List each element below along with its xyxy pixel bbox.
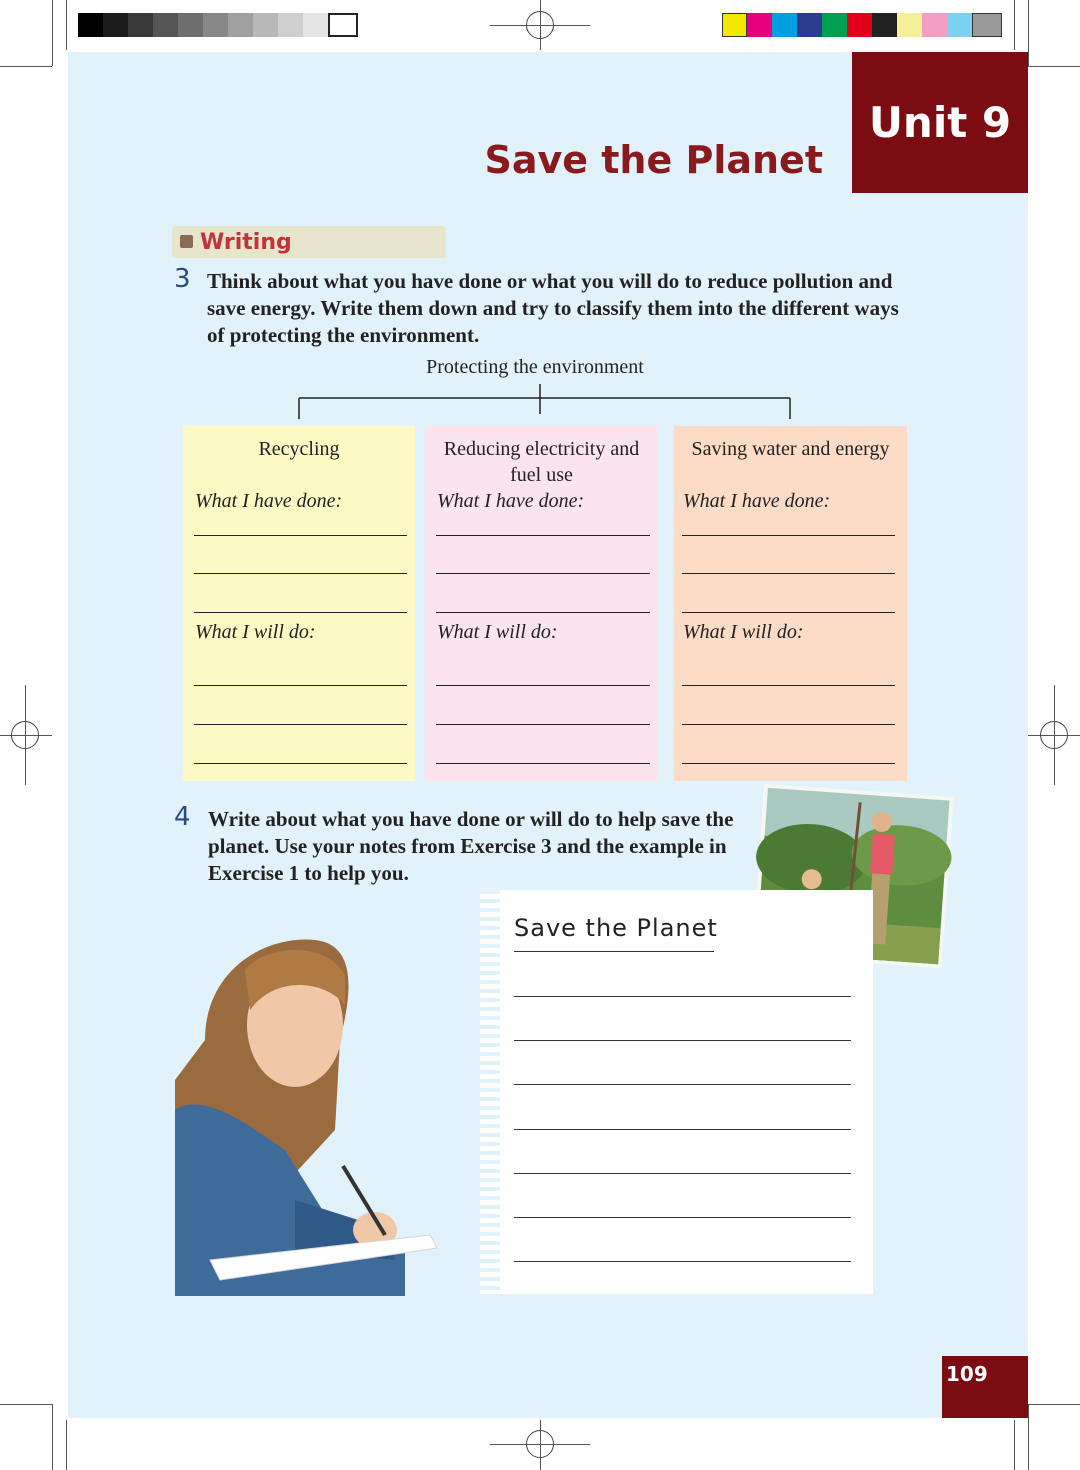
answer-line[interactable]: [436, 685, 650, 686]
notepad-line[interactable]: [514, 1261, 851, 1262]
will-label: What I will do:: [683, 621, 804, 643]
answer-line[interactable]: [436, 763, 650, 764]
tree-title: Protecting the environment: [426, 356, 644, 378]
answer-line[interactable]: [682, 724, 895, 725]
answer-line[interactable]: [682, 612, 895, 613]
notepad-line[interactable]: [514, 996, 851, 997]
will-label: What I will do:: [437, 621, 558, 643]
page-number: 109: [946, 1362, 988, 1386]
answer-line[interactable]: [682, 573, 895, 574]
answer-line[interactable]: [682, 685, 895, 686]
column-title: Reducing electricity and fuel use: [443, 438, 640, 486]
answer-line[interactable]: [194, 612, 407, 613]
exercise-3-instructions: [207, 268, 937, 349]
done-label: What I have done:: [437, 490, 585, 512]
answer-line[interactable]: [436, 573, 650, 574]
instruction-line: Write about what you have done or will do to help save the: [208, 807, 734, 831]
answer-line[interactable]: [194, 685, 407, 686]
answer-line[interactable]: [194, 724, 407, 725]
answer-line[interactable]: [194, 763, 407, 764]
answer-line[interactable]: [436, 612, 650, 613]
tree-connector: [290, 384, 800, 424]
notepad-title-underline: [514, 951, 714, 952]
notepad-title: Save the Planet: [514, 914, 718, 942]
done-label: What I have done:: [195, 490, 343, 512]
column-saving-water: [674, 426, 907, 781]
notepad-line[interactable]: [514, 1173, 851, 1174]
column-title: Recycling: [258, 438, 340, 460]
instruction-line: save energy. Write them down and try to classify them into the different ways: [207, 296, 899, 320]
exercise-4-instructions: [208, 806, 753, 887]
answer-line[interactable]: [194, 535, 407, 536]
answer-line[interactable]: [682, 535, 895, 536]
instruction-line: Exercise 1 to help you.: [208, 861, 409, 885]
column-reducing-electricity: [425, 426, 658, 781]
page-title: Save the Planet: [484, 138, 823, 182]
girl-writing-photo: [175, 930, 440, 1296]
answer-line[interactable]: [436, 724, 650, 725]
instruction-line: of protecting the environment.: [207, 323, 480, 347]
instruction-line: planet. Use your notes from Exercise 3 and the example in: [208, 834, 727, 858]
notepad-line[interactable]: [514, 1084, 851, 1085]
unit-badge: [852, 52, 1028, 193]
exercise-3-number: 3: [174, 264, 191, 294]
notepad-line[interactable]: [514, 1217, 851, 1218]
unit-label: Unit 9: [868, 98, 1012, 147]
will-label: What I will do:: [195, 621, 316, 643]
notepad-line[interactable]: [514, 1040, 851, 1041]
answer-line[interactable]: [682, 763, 895, 764]
notepad-line[interactable]: [514, 1129, 851, 1130]
done-label: What I have done:: [683, 490, 831, 512]
column-title: Saving water and energy: [691, 438, 890, 460]
column-recycling: [183, 426, 415, 781]
writing-bullet-icon: [180, 235, 193, 248]
exercise-4-number: 4: [174, 802, 191, 832]
section-label: Writing: [200, 230, 292, 255]
answer-line[interactable]: [436, 535, 650, 536]
notepad-perforated-edge: [480, 890, 500, 1294]
instruction-line: Think about what you have done or what you will do to reduce pollution and: [207, 269, 893, 293]
answer-line[interactable]: [194, 573, 407, 574]
